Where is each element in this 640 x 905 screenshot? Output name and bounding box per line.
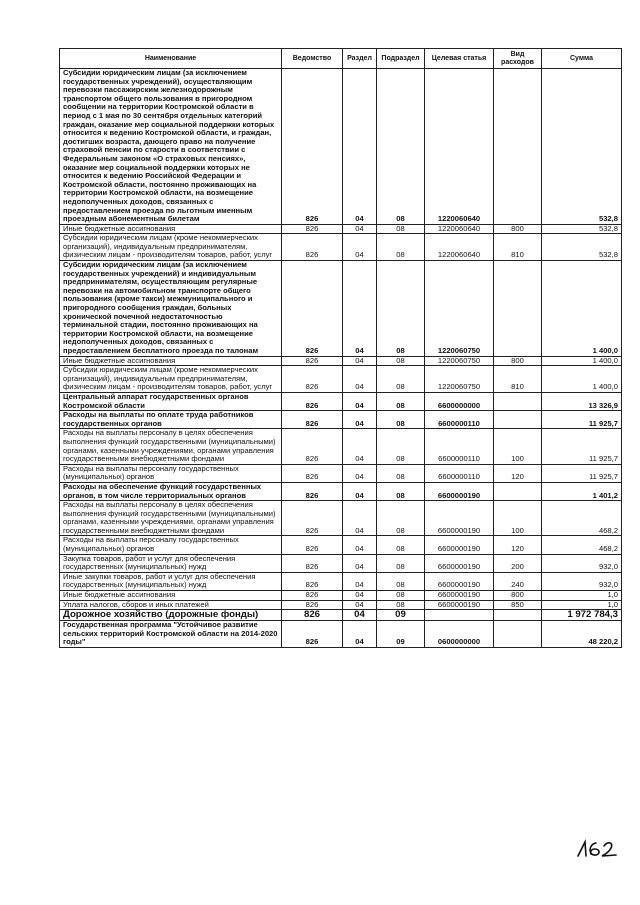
- cell-amount: 48 220,2: [542, 621, 622, 648]
- table-row: [60, 610, 622, 621]
- cell-department: 826: [282, 600, 343, 610]
- table-row: [60, 234, 622, 261]
- cell-department: 826: [282, 610, 343, 621]
- cell-target: 6600000110: [425, 411, 494, 429]
- cell-target: 0600000000: [425, 621, 494, 648]
- cell-amount: 1 400,0: [542, 366, 622, 393]
- cell-name: Государственная программа "Устойчивое развитие сельских территорий Костромской области на 2014-2020 годы": [60, 621, 282, 648]
- cell-amount: 11 925,7: [542, 411, 622, 429]
- cell-expense-type: 240: [494, 572, 542, 590]
- cell-subsection: 08: [377, 464, 425, 482]
- cell-amount: 13 326,9: [542, 392, 622, 410]
- cell-name: Субсидии юридическим лицам (за исключением государственных учреждений) и индивидуальным предпринимателям, осуществляющим регулярные перевозки на автомобильном транспорте общего пользования (кроме такси) межмуниципального и пригородного сообщения граждан, больных хронической почечной недостаточностью терминальной стадии, постоянно проживающих на территории Костромской области, на возмещение недополученных доходов, связанных с предоставлением бесплатного проезда по талонам: [60, 261, 282, 357]
- cell-name: Расходы на выплаты персоналу государственных (муниципальных) органов: [60, 536, 282, 554]
- cell-section: 04: [343, 356, 377, 366]
- cell-department: 826: [282, 356, 343, 366]
- table-row: [60, 572, 622, 590]
- cell-target: 6600000110: [425, 429, 494, 464]
- cell-department: 826: [282, 234, 343, 261]
- cell-amount: 532,8: [542, 224, 622, 234]
- cell-expense-type: 200: [494, 554, 542, 572]
- cell-target: 6600000190: [425, 591, 494, 601]
- cell-subsection: 08: [377, 69, 425, 225]
- cell-department: 826: [282, 224, 343, 234]
- cell-target: 1220060750: [425, 366, 494, 393]
- cell-name: Расходы на выплаты по оплате труда работников государственных органов: [60, 411, 282, 429]
- cell-department: 826: [282, 591, 343, 601]
- cell-section: 04: [343, 411, 377, 429]
- cell-subsection: 09: [377, 610, 425, 621]
- cell-target: [425, 610, 494, 621]
- cell-department: 826: [282, 464, 343, 482]
- cell-target: 1220060750: [425, 261, 494, 357]
- cell-amount: 1,0: [542, 600, 622, 610]
- cell-section: 04: [343, 572, 377, 590]
- cell-target: 1220060640: [425, 69, 494, 225]
- cell-expense-type: [494, 482, 542, 500]
- cell-section: 04: [343, 429, 377, 464]
- cell-expense-type: 120: [494, 536, 542, 554]
- cell-expense-type: [494, 411, 542, 429]
- cell-section: 04: [343, 366, 377, 393]
- cell-department: 826: [282, 411, 343, 429]
- cell-target: 1220060750: [425, 356, 494, 366]
- cell-amount: 468,2: [542, 536, 622, 554]
- cell-amount: 1 401,2: [542, 482, 622, 500]
- cell-section: 04: [343, 464, 377, 482]
- cell-subsection: 08: [377, 482, 425, 500]
- cell-amount: 932,0: [542, 554, 622, 572]
- cell-subsection: 08: [377, 411, 425, 429]
- table-row: [60, 69, 622, 225]
- cell-expense-type: 100: [494, 501, 542, 536]
- cell-target: 1220060640: [425, 224, 494, 234]
- cell-amount: 932,0: [542, 572, 622, 590]
- cell-subsection: 08: [377, 429, 425, 464]
- cell-name: Иные закупки товаров, работ и услуг для обеспечения государственных (муниципальных) нужд: [60, 572, 282, 590]
- cell-amount: 468,2: [542, 501, 622, 536]
- table-body: [60, 69, 622, 648]
- cell-department: 826: [282, 482, 343, 500]
- cell-department: 826: [282, 261, 343, 357]
- cell-target: 1220060640: [425, 234, 494, 261]
- cell-name: Субсидии юридическим лицам (за исключением государственных учреждений), осуществляющим перевозки пассажирским железнодорожным транспортом общего пользования в пригородном сообщении на территории Костромской области в период с 1 мая по 30 сентября отдельных категорий граждан, оказание мер социальной поддержки которых относится к ведению Костромской области, и граждан, достигших возраста, дающего право на получение страховой пенсии по старости в соответствии с Федеральным законом «О страховых пенсиях», оказание мер социальной поддержки которых не относится к ведению Российской Федерации и Костромской области, постоянно проживающих на территории Костромской области, на возмещение недополученных доходов, связанных с предоставлением проезда по льготным именным проездным абонементным билетам: [60, 69, 282, 225]
- cell-amount: 1 400,0: [542, 356, 622, 366]
- cell-department: 826: [282, 536, 343, 554]
- cell-department: 826: [282, 554, 343, 572]
- cell-target: 6600000190: [425, 600, 494, 610]
- cell-subsection: 09: [377, 621, 425, 648]
- cell-subsection: 08: [377, 501, 425, 536]
- table-row: [60, 261, 622, 357]
- cell-section: 04: [343, 554, 377, 572]
- cell-expense-type: 800: [494, 224, 542, 234]
- cell-name: Закупка товаров, работ и услуг для обеспечения государственных (муниципальных) нужд: [60, 554, 282, 572]
- cell-expense-type: [494, 610, 542, 621]
- cell-expense-type: [494, 261, 542, 357]
- cell-department: 826: [282, 501, 343, 536]
- header-amount: Сумма: [542, 49, 622, 69]
- cell-expense-type: 800: [494, 591, 542, 601]
- cell-name: Расходы на выплаты персоналу в целях обеспечения выполнения функций государственными (муниципальными) органами, казенными учреждениями, органами управления государственными внебюджетными фондами: [60, 501, 282, 536]
- cell-subsection: 08: [377, 261, 425, 357]
- cell-target: 6600000190: [425, 501, 494, 536]
- cell-expense-type: 800: [494, 356, 542, 366]
- table-row: [60, 621, 622, 648]
- cell-subsection: 08: [377, 392, 425, 410]
- cell-section: 04: [343, 261, 377, 357]
- header-target: Целевая статья: [425, 49, 494, 69]
- table-row: [60, 482, 622, 500]
- cell-department: 826: [282, 69, 343, 225]
- cell-department: 826: [282, 366, 343, 393]
- cell-section: 04: [343, 69, 377, 225]
- table-header-row: [60, 49, 622, 69]
- cell-name: Иные бюджетные ассигнования: [60, 224, 282, 234]
- table-row: [60, 366, 622, 393]
- cell-target: 6600000190: [425, 536, 494, 554]
- table-row: [60, 464, 622, 482]
- cell-subsection: 08: [377, 554, 425, 572]
- cell-expense-type: 120: [494, 464, 542, 482]
- cell-expense-type: [494, 69, 542, 225]
- cell-subsection: 08: [377, 600, 425, 610]
- cell-section: 04: [343, 621, 377, 648]
- header-subsection: Подраздел: [377, 49, 425, 69]
- cell-expense-type: [494, 621, 542, 648]
- cell-amount: 11 925,7: [542, 429, 622, 464]
- cell-expense-type: 810: [494, 234, 542, 261]
- cell-department: 826: [282, 429, 343, 464]
- cell-subsection: 08: [377, 224, 425, 234]
- cell-subsection: 08: [377, 234, 425, 261]
- table-row: [60, 501, 622, 536]
- cell-target: 6600000000: [425, 392, 494, 410]
- cell-department: 826: [282, 392, 343, 410]
- cell-amount: 532,8: [542, 69, 622, 225]
- cell-name: Расходы на обеспечение функций государственных органов, в том числе территориальных органов: [60, 482, 282, 500]
- cell-name: Центральный аппарат государственных органов Костромской области: [60, 392, 282, 410]
- cell-subsection: 08: [377, 572, 425, 590]
- cell-name: Расходы на выплаты персоналу государственных (муниципальных) органов: [60, 464, 282, 482]
- cell-expense-type: [494, 392, 542, 410]
- cell-expense-type: 850: [494, 600, 542, 610]
- table-row: [60, 591, 622, 601]
- cell-name: Уплата налогов, сборов и иных платежей: [60, 600, 282, 610]
- cell-name: Иные бюджетные ассигнования: [60, 356, 282, 366]
- cell-name: Расходы на выплаты персоналу в целях обеспечения выполнения функций государственными (муниципальными) органами, казенными учреждениями, органами управления государственными внебюджетными фондами: [60, 429, 282, 464]
- cell-name: Субсидии юридическим лицам (кроме некоммерческих организаций), индивидуальным предпринимателям, физическим лицам - производителям товаров, работ, услуг: [60, 366, 282, 393]
- cell-amount: 532,8: [542, 234, 622, 261]
- cell-subsection: 08: [377, 356, 425, 366]
- table-row: [60, 536, 622, 554]
- cell-amount: 11 925,7: [542, 464, 622, 482]
- cell-section: 04: [343, 600, 377, 610]
- cell-department: 826: [282, 621, 343, 648]
- header-department: Ведомство: [282, 49, 343, 69]
- cell-expense-type: 100: [494, 429, 542, 464]
- cell-section: 04: [343, 610, 377, 621]
- table-row: [60, 411, 622, 429]
- cell-amount: 1 972 784,3: [542, 610, 622, 621]
- cell-subsection: 08: [377, 591, 425, 601]
- handwritten-page-number-drawing: [574, 838, 624, 860]
- cell-name: Иные бюджетные ассигнования: [60, 591, 282, 601]
- cell-amount: 1 400,0: [542, 261, 622, 357]
- header-name: Наименование: [60, 49, 282, 69]
- cell-subsection: 08: [377, 536, 425, 554]
- cell-amount: 1,0: [542, 591, 622, 601]
- header-section: Раздел: [343, 49, 377, 69]
- cell-department: 826: [282, 572, 343, 590]
- cell-target: 6600000190: [425, 572, 494, 590]
- cell-section: 04: [343, 591, 377, 601]
- cell-section: 04: [343, 224, 377, 234]
- cell-target: 6600000190: [425, 554, 494, 572]
- table-row: [60, 429, 622, 464]
- cell-name: Дорожное хозяйство (дорожные фонды): [60, 610, 282, 621]
- table-row: [60, 554, 622, 572]
- cell-section: 04: [343, 234, 377, 261]
- budget-table: [59, 48, 622, 648]
- cell-section: 04: [343, 482, 377, 500]
- cell-expense-type: 810: [494, 366, 542, 393]
- cell-target: 6600000190: [425, 482, 494, 500]
- cell-target: 6600000110: [425, 464, 494, 482]
- cell-name: Субсидии юридическим лицам (кроме некоммерческих организаций), индивидуальным предпринимателям, физическим лицам - производителям товаров, работ, услуг: [60, 234, 282, 261]
- cell-section: 04: [343, 501, 377, 536]
- table-row: [60, 392, 622, 410]
- header-expense-type: Вид расходов: [494, 49, 542, 69]
- handwritten-page-number: [574, 838, 624, 860]
- cell-subsection: 08: [377, 366, 425, 393]
- cell-section: 04: [343, 392, 377, 410]
- cell-section: 04: [343, 536, 377, 554]
